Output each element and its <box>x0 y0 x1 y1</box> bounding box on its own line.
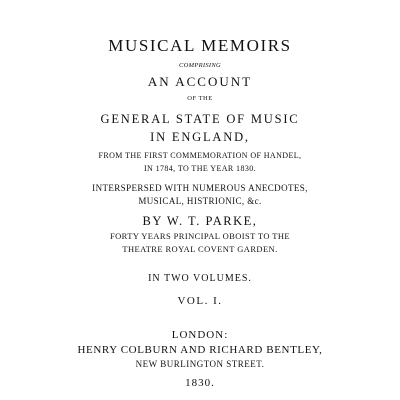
imprint-publisher: HENRY COLBURN AND RICHARD BENTLEY, <box>77 344 323 356</box>
volume-number: VOL. I. <box>177 295 223 307</box>
imprint-city: LONDON: <box>171 329 229 341</box>
in-england-line: IN ENGLAND, <box>150 130 250 144</box>
anecdote-types-line: MUSICAL, HISTRIONIC, &c. <box>138 196 262 206</box>
volumes-line: IN TWO VOLUMES. <box>148 273 252 284</box>
general-state-line: GENERAL STATE OF MUSIC <box>100 112 300 126</box>
commemoration-line: FROM THE FIRST COMMEMORATION OF HANDEL, <box>98 151 302 160</box>
theatre-line: THEATRE ROYAL COVENT GARDEN. <box>122 244 278 254</box>
interspersed-line: INTERSPERSED WITH NUMEROUS ANECDOTES, <box>92 183 308 193</box>
of-the-line: OF THE <box>187 95 213 102</box>
imprint-street: NEW BURLINGTON STREET. <box>135 359 265 369</box>
author-line: BY W. T. PARKE, <box>142 214 258 228</box>
book-title: MUSICAL MEMOIRS <box>108 36 292 55</box>
an-account-line: AN ACCOUNT <box>147 74 253 89</box>
year-range-line: IN 1784, TO THE YEAR 1830. <box>143 164 257 173</box>
author-credential-line: FORTY YEARS PRINCIPAL OBOIST TO THE <box>110 231 290 241</box>
comprising-line: COMPRISING <box>179 62 221 69</box>
imprint-year: 1830. <box>185 377 215 389</box>
